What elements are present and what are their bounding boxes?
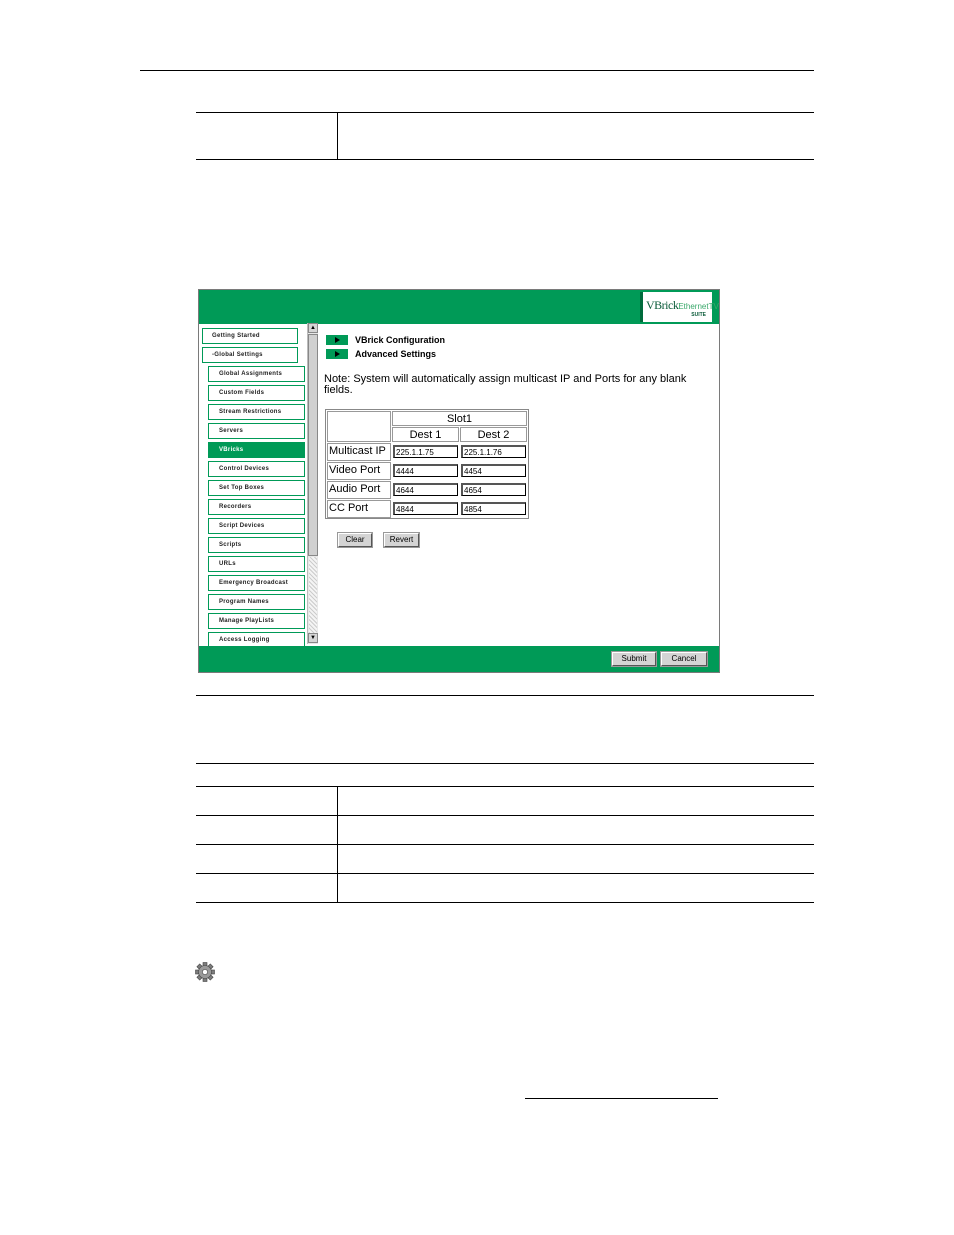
audio-port-dest-1-input[interactable] (393, 483, 458, 496)
sidebar-item-script-devices[interactable]: Script Devices (208, 518, 305, 534)
row-label-audio-port: Audio Port (327, 481, 391, 499)
audio-port-dest-2-input[interactable] (461, 483, 526, 496)
sidebar-item-emergency-broadcast[interactable]: Emergency Broadcast (208, 575, 305, 591)
scroll-up-button[interactable]: ▲ (308, 323, 318, 333)
sidebar-item-global-settings[interactable]: -Global Settings (202, 347, 298, 363)
figure-rule (196, 695, 814, 696)
sidebar-item-control-devices[interactable]: Control Devices (208, 461, 305, 477)
multicast-settings-table (325, 409, 529, 519)
sidebar-item-custom-fields[interactable]: Custom Fields (208, 385, 305, 401)
sidebar-scrollbar[interactable] (307, 323, 318, 644)
sidebar-item-access-logging[interactable]: Access Logging (208, 632, 305, 648)
sidebar-item-getting-started[interactable]: Getting Started (202, 328, 298, 344)
sidebar-item-global-assignments[interactable]: Global Assignments (208, 366, 305, 382)
multicast-ip-dest-1-input[interactable] (393, 445, 458, 458)
revert-button[interactable]: Revert (384, 533, 419, 547)
scroll-thumb[interactable] (308, 334, 318, 556)
submit-button[interactable]: Submit (612, 652, 656, 666)
breadcrumb-advanced-settings[interactable]: Advanced Settings (355, 349, 437, 359)
cancel-button[interactable]: Cancel (661, 652, 707, 666)
table-corner-cell (327, 411, 391, 442)
cc-port-dest-2-input[interactable] (461, 502, 526, 515)
footer-bar (199, 646, 719, 672)
sidebar-item-scripts[interactable]: Scripts (208, 537, 305, 553)
cc-port-dest-1-input[interactable] (393, 502, 458, 515)
sidebar-item-stream-restrictions[interactable]: Stream Restrictions (208, 404, 305, 420)
sidebar-item-urls[interactable]: URLs (208, 556, 305, 572)
header-rule (140, 70, 814, 71)
video-port-dest-2-input[interactable] (461, 464, 526, 477)
scroll-down-button[interactable]: ▼ (308, 633, 318, 643)
arrow-icon (326, 335, 348, 345)
header-bar (199, 290, 719, 324)
sidebar-item-servers[interactable]: Servers (208, 423, 305, 439)
gear-icon (195, 962, 215, 982)
row-label-cc-port: CC Port (327, 500, 391, 518)
column-header-dest-2: Dest 2 (460, 427, 527, 442)
row-label-multicast-ip: Multicast IP (327, 443, 391, 461)
sidebar-item-recorders[interactable]: Recorders (208, 499, 305, 515)
scroll-track[interactable] (309, 557, 317, 633)
video-port-dest-1-input[interactable] (393, 464, 458, 477)
column-header-dest-1: Dest 1 (392, 427, 459, 442)
sidebar-item-program-names[interactable]: Program Names (208, 594, 305, 610)
breadcrumb-vbrick-configuration[interactable]: VBrick Configuration (355, 335, 446, 345)
vbrick-config-window (198, 289, 720, 673)
clear-button[interactable]: Clear (338, 533, 372, 547)
sidebar-item-manage-playlists[interactable]: Manage PlayLists (208, 613, 305, 629)
multicast-ip-dest-2-input[interactable] (461, 445, 526, 458)
vbrick-logo: VBrickEthernetTV SUITE (640, 292, 712, 322)
note-text: Note: System will automatically assign multicast IP and Ports for any blank fields. (324, 373, 687, 396)
sidebar-item-set-top-boxes[interactable]: Set Top Boxes (208, 480, 305, 496)
row-label-video-port: Video Port (327, 462, 391, 480)
arrow-icon (326, 349, 348, 359)
sidebar-item-vbricks[interactable]: VBricks (208, 442, 305, 458)
slot-header: Slot1 (392, 411, 527, 426)
link-underline (525, 1098, 718, 1099)
